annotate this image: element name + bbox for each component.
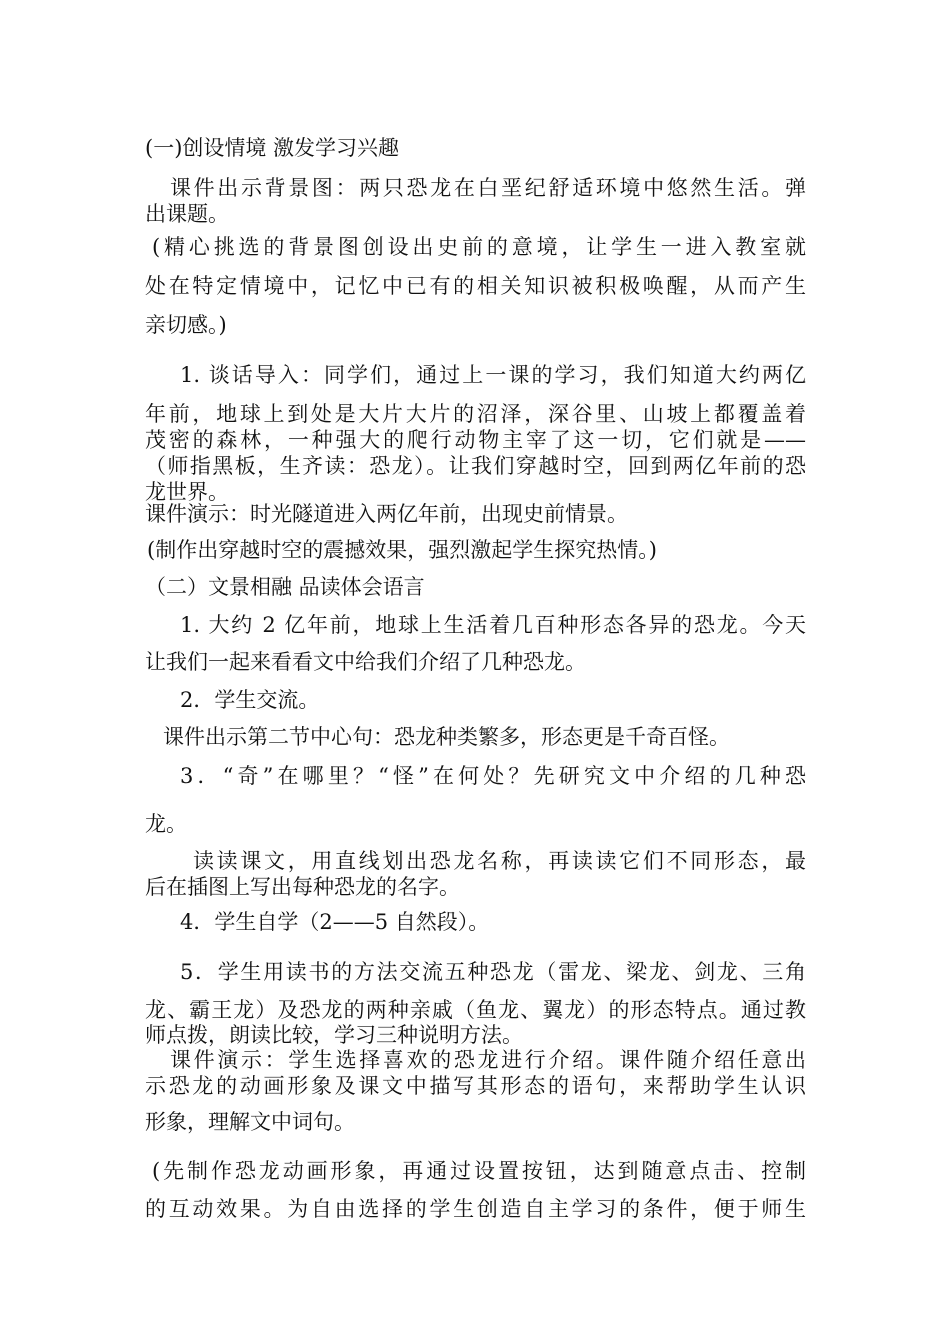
- paragraph-line: 课件出示第二节中心句：恐龙种类繁多，形态更是千奇百怪。: [163, 725, 730, 749]
- paragraph-line: 课件演示：时光隧道进入两亿年前，出现史前情景。: [145, 502, 628, 526]
- section-heading-1: (一)创设情境 激发学习兴趣: [145, 136, 400, 160]
- paragraph-line: 4．学生自学（2——5 自然段）。: [180, 910, 490, 934]
- section-heading-2: （二）文景相融 品读体会语言: [145, 575, 425, 599]
- paragraph-line: 1. 大约 2 亿年前，地球上生活着几百种形态各异的恐龙。今天: [180, 613, 806, 637]
- paragraph-line: 处在特定情境中，记忆中已有的相关知识被积极唤醒，从而产生: [145, 274, 806, 298]
- paragraph-line: (先制作恐龙动画形象，再通过设置按钮，达到随意点击、控制: [152, 1159, 806, 1183]
- paragraph-line: 让我们一起来看看文中给我们介绍了几种恐龙。: [145, 650, 586, 674]
- paragraph-line: （师指黑板，生齐读：恐龙）。让我们穿越时空，回到两亿年前的恐: [145, 454, 806, 478]
- paragraph-line: 出课题。: [145, 202, 229, 226]
- paragraph-line: 亲切感。): [145, 313, 227, 337]
- paragraph-line: 龙世界。: [145, 480, 229, 504]
- paragraph-line: (精心挑选的背景图创设出史前的意境，让学生一进入教室就: [152, 235, 806, 259]
- paragraph-line: 茂密的森林，一种强大的爬行动物主宰了这一切，它们就是——: [145, 428, 806, 452]
- paragraph-line: 1. 谈话导入：同学们，通过上一课的学习，我们知道大约两亿: [180, 363, 806, 387]
- paragraph-line: 龙。: [145, 812, 187, 836]
- paragraph-line: 课件演示：学生选择喜欢的恐龙进行介绍。课件随介绍任意出: [170, 1048, 806, 1072]
- paragraph-line: (制作出穿越时空的震撼效果，强烈激起学生探究热情。): [147, 538, 657, 562]
- paragraph-line: 龙、霸王龙）及恐龙的两种亲戚（鱼龙、翼龙）的形态特点。通过教: [145, 998, 806, 1022]
- paragraph-line: 读读课文，用直线划出恐龙名称，再读读它们不同形态，最: [193, 849, 806, 873]
- paragraph-line: 3．“奇”在哪里？“怪”在何处？先研究文中介绍的几种恐: [180, 764, 806, 788]
- paragraph-line: 2．学生交流。: [180, 688, 320, 712]
- paragraph-line: 年前，地球上到处是大片大片的沼泽，深谷里、山坡上都覆盖着: [145, 402, 806, 426]
- paragraph-line: 后在插图上写出每种恐龙的名字。: [145, 875, 460, 899]
- paragraph-line: 的互动效果。为自由选择的学生创造自主学习的条件，便于师生: [145, 1197, 806, 1221]
- paragraph-line: 形象，理解文中词句。: [145, 1110, 355, 1134]
- paragraph-line: 5．学生用读书的方法交流五种恐龙（雷龙、梁龙、剑龙、三角: [180, 960, 806, 984]
- paragraph-line: 师点拨，朗读比较，学习三种说明方法。: [145, 1023, 523, 1047]
- paragraph-line: 示恐龙的动画形象及课文中描写其形态的语句，来帮助学生认识: [145, 1074, 806, 1098]
- paragraph-line: 课件出示背景图：两只恐龙在白垩纪舒适环境中悠然生活。弹: [170, 176, 806, 200]
